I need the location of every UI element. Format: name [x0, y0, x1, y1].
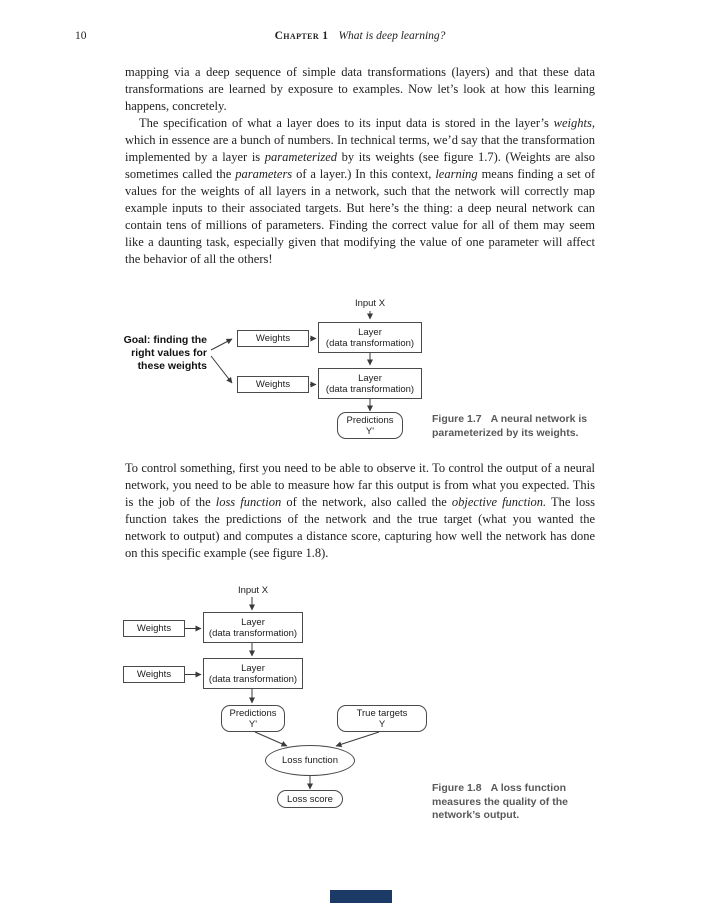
arrow-targets-to-loss: [336, 732, 379, 746]
weights-box-1: Weights: [237, 330, 309, 347]
weights-box-1: Weights: [123, 620, 185, 637]
predictions-title: Predictions: [346, 414, 394, 426]
predictions-box: [337, 412, 403, 439]
loss-score-box: Loss score: [277, 790, 343, 808]
goal-label-line: Goal: finding the: [123, 334, 207, 346]
paragraph: The specification of what a layer does to its input data is stored in the layer’s weights, which in essence are a bunch of numbers. In technical terms, we’d say that the transformation implemented by a layer is parameterized by its weights (see figure 1.7). (Weights are also sometimes called the parameters of a layer.) In this context, learning means finding a set of values for the weights of all layers in a network, such that the network will correctly map example inputs to their associated targets. But here’s the thing: a deep neural network can contain tens of millions of parameters. Finding the correct value for all of them may seem like a daunting task, especially given that modifying the value of one parameter will affect the behavior of all the others!: [125, 116, 596, 266]
page-number: 10: [75, 30, 87, 42]
page-header: [0, 30, 720, 46]
paragraph: mapping via a deep sequence of simple data transformations (layers) and that these data transformations are learned by exposure to examples. Now let’s look at how this learning happens, concretely.: [125, 65, 595, 113]
layer-box-1: [203, 612, 303, 643]
layer-box-2: [203, 658, 303, 689]
layer-box-subtitle: (data transformation): [325, 383, 415, 395]
figure-caption-number: Figure 1.8: [432, 782, 482, 794]
predictions-value: Y': [365, 425, 375, 437]
layer-box-1: [318, 322, 422, 353]
goal-label-line: these weights: [137, 360, 207, 372]
figure-caption-text: A loss function measures the quality of the network’s output.: [432, 782, 568, 821]
layer-box-title: Layer: [358, 372, 382, 384]
true-targets-box: [337, 705, 427, 732]
true-targets-value: Y: [378, 718, 386, 730]
layer-box-title: Layer: [241, 662, 265, 674]
predictions-box: [221, 705, 285, 732]
figure-1-8-connectors: [0, 583, 720, 823]
weights-box-2: Weights: [237, 376, 309, 393]
weights-box-2: Weights: [123, 666, 185, 683]
figure-1-8-caption: [432, 782, 610, 823]
input-x-label: Input X: [354, 298, 386, 309]
figure-1-7: [0, 296, 720, 458]
chapter-label: Chapter 1: [274, 30, 329, 42]
arrow-goal-to-weights2: [211, 356, 232, 383]
layer-box-subtitle: (data transformation): [208, 673, 298, 685]
paragraph: To control something, first you need to be able to observe it. To control the output of a neural network, you need to be able to measure how far this output is from what you expected. This is the job of the loss function of the network, also called the objective function. The loss function takes the predictions of the network and the true target (what you wanted the network to output) and computes a distance score, capturing how well the network has done on this specific example (see figure 1.8).: [125, 461, 596, 560]
figure-caption-number: Figure 1.7: [432, 413, 482, 425]
layer-box-title: Layer: [241, 616, 265, 628]
layer-box-subtitle: (data transformation): [208, 627, 298, 639]
layer-box-2: [318, 368, 422, 399]
goal-label-line: right values for: [131, 347, 207, 359]
arrow-goal-to-weights1: [211, 339, 232, 350]
figure-1-7-caption: [432, 413, 610, 440]
input-x-label: Input X: [237, 585, 269, 596]
predictions-value: Y': [248, 718, 258, 730]
body-text-block-2: [125, 460, 595, 562]
true-targets-title: True targets: [356, 707, 408, 719]
arrow-predictions-to-loss: [255, 732, 287, 746]
chapter-title: What is deep learning?: [338, 30, 446, 42]
layer-box-subtitle: (data transformation): [325, 337, 415, 349]
layer-box-title: Layer: [358, 326, 382, 338]
footer-mark: [330, 890, 392, 903]
figure-caption-text: A neural network is parameterized by its weights.: [432, 413, 588, 439]
body-text-block-1: [125, 64, 595, 268]
goal-label: [45, 334, 207, 373]
figure-1-8: [0, 583, 720, 823]
loss-function-ellipse: Loss function: [265, 745, 355, 776]
predictions-title: Predictions: [229, 707, 277, 719]
running-head: [125, 30, 595, 42]
